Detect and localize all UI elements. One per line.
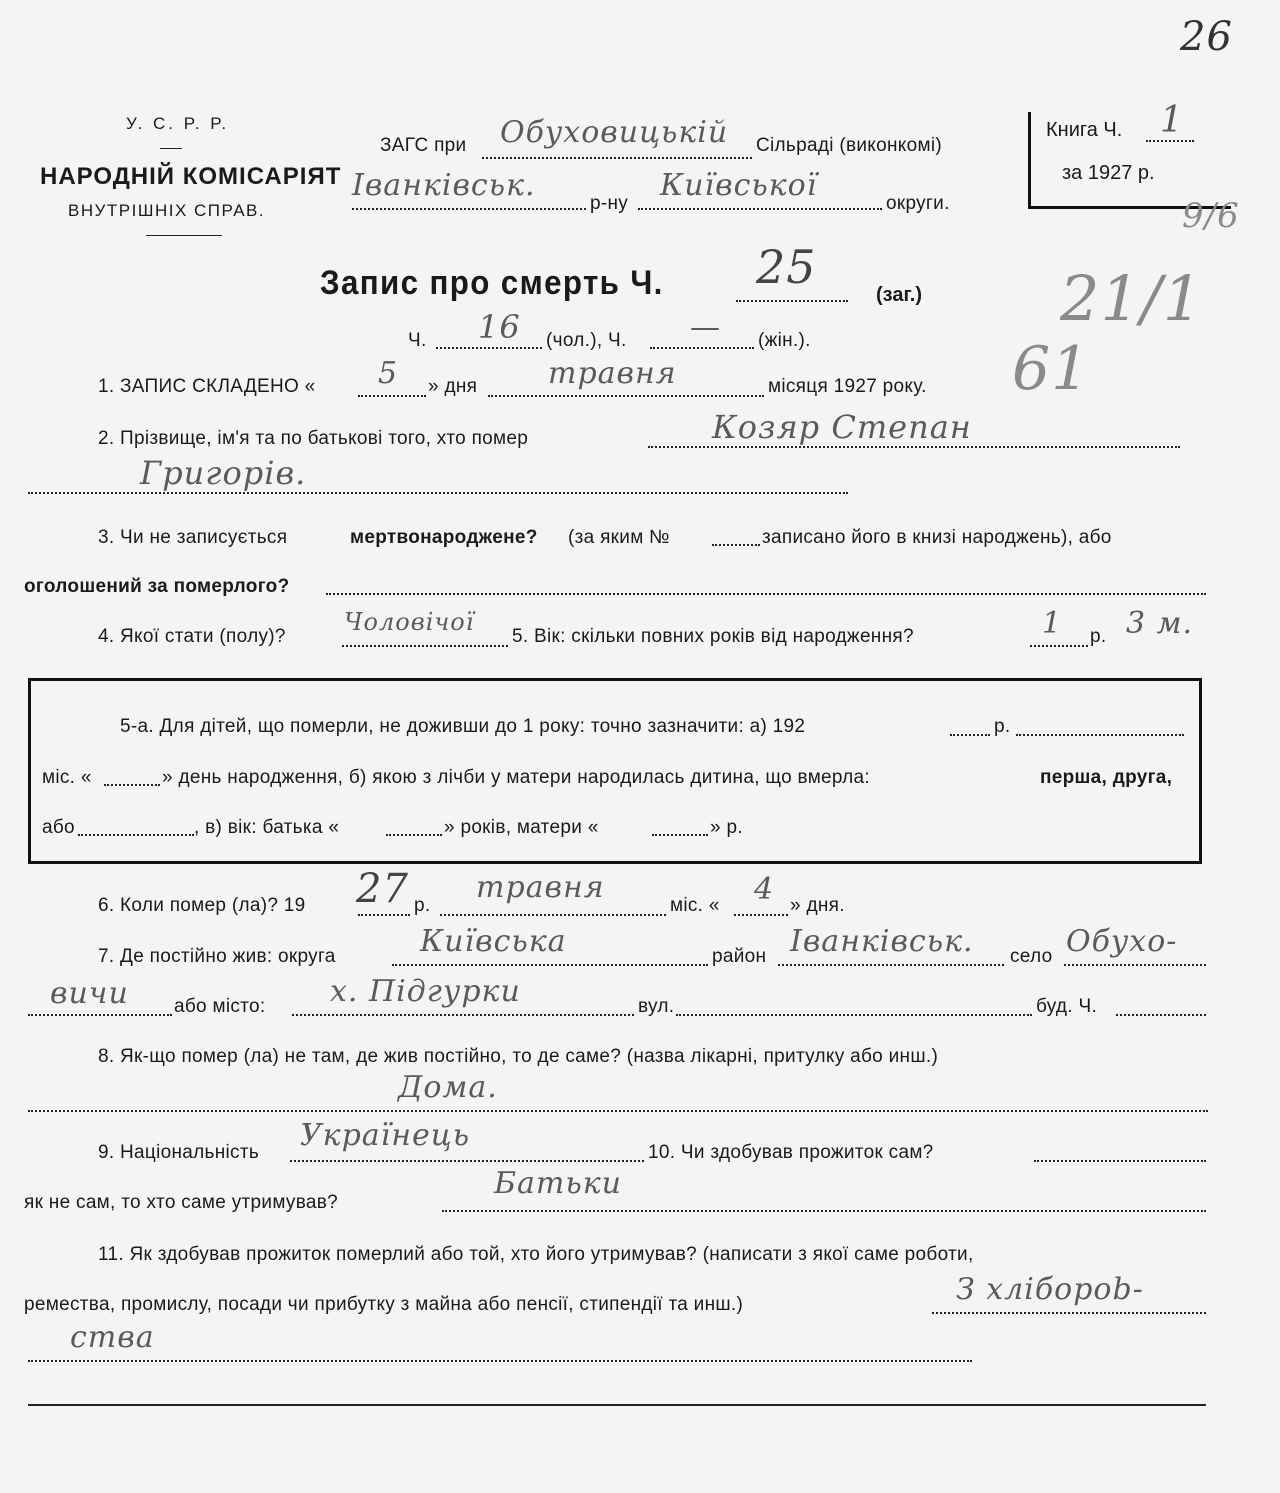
record-number: 25 — [756, 240, 817, 294]
f11-value1: З хліборob- — [956, 1272, 1144, 1307]
department-label: ВНУТРІШНІХ СПРАВ. — [68, 201, 266, 220]
f3-stillborn: мертвонароджене? — [350, 527, 538, 548]
f3-line — [326, 593, 1206, 595]
f9-value: Українець — [300, 1118, 471, 1153]
f1-label: 1. ЗАПИС СКЛАДЕНО « — [98, 376, 316, 397]
f5a-father-line — [386, 834, 442, 836]
f9-label: 9. Національність — [98, 1142, 260, 1163]
record-number-line — [736, 300, 848, 302]
f10-question2: як не сам, то хто саме утримував? — [24, 1192, 339, 1213]
female-label: (жін.). — [758, 330, 811, 351]
f3-tail: записано його в книзі народжень), або — [762, 527, 1112, 548]
f8-label: 8. Як-що помер (ла) не там, де жив постійно, то де саме? (назва лікарні, притулку або инш.) — [98, 1046, 939, 1067]
ch-label: Ч. — [408, 330, 427, 351]
margin-mark: 21/1 — [1060, 262, 1204, 335]
f2-value2: Григорів. — [140, 454, 307, 492]
rayon-value: Іванківськ. — [352, 168, 536, 203]
f6-year: 27 — [356, 866, 409, 912]
okruha-label: округи. — [886, 193, 950, 214]
f7-label: 7. Де постійно жив: округа — [98, 946, 336, 967]
okruha-value: Київської — [660, 168, 818, 203]
f7-selo-cont: вичи — [50, 976, 129, 1011]
f11-value2: ства — [70, 1320, 155, 1355]
f5a-line2: » день народження, б) якою з лічби у матери народилась дитина, що вмерла: — [162, 767, 870, 788]
f4-label: 4. Якої стати (полу)? — [98, 626, 286, 647]
f2-line1 — [648, 446, 1180, 448]
f7-rayon-line — [778, 964, 1004, 966]
male-line — [436, 347, 542, 349]
f6-year-line — [358, 914, 410, 916]
f6-mis: міс. « — [670, 895, 720, 916]
f7-vul-line — [676, 1014, 1032, 1016]
f5a-year-line — [950, 734, 990, 736]
f5a-month-line — [104, 784, 160, 786]
f9-line — [290, 1160, 644, 1162]
f7-misto-label: або місто: — [174, 996, 266, 1017]
f7-rayon: Іванківськ. — [790, 924, 974, 959]
male-number: 16 — [478, 308, 521, 346]
f7-selo-label: село — [1010, 946, 1053, 967]
zags-prefix: ЗАГС при — [380, 135, 467, 156]
f7-okruha: Київська — [420, 924, 567, 959]
f10-label: 10. Чи здобував прожиток сам? — [648, 1142, 934, 1163]
f7-okruha-line — [392, 964, 708, 966]
rayon-label: р-ну — [590, 193, 629, 214]
divider — [160, 148, 182, 149]
book-number: 1 — [1160, 100, 1184, 141]
f11-line-c — [28, 1404, 1206, 1406]
f1-month-line — [488, 395, 764, 397]
f11-line-a — [932, 1312, 1206, 1314]
f2-value1: Козяр Степан — [712, 408, 972, 446]
f5a-father-label: , в) вік: батька « — [194, 817, 340, 838]
f10-line — [1034, 1160, 1206, 1162]
divider — [146, 235, 222, 236]
f7-selo-line — [1064, 964, 1206, 966]
f1-mid: » дня — [428, 376, 478, 397]
commissariat-title: НАРОДНІЙ КОМІСАРІЯТ — [40, 163, 342, 190]
f6-r: р. — [414, 895, 431, 916]
f5-label: 5. Вік: скільки повних років від народження? — [512, 626, 914, 647]
document-title: Запис про смерть Ч. — [320, 264, 664, 302]
f5-r: р. — [1090, 626, 1107, 647]
page-number-mark: 26 — [1180, 14, 1233, 60]
f1-tail: місяця 1927 року. — [768, 376, 927, 397]
female-line — [650, 347, 754, 349]
f6-day-line — [734, 914, 788, 916]
f3-declared-dead: оголошений за померлого? — [24, 576, 290, 597]
f1-day: 5 — [378, 356, 399, 391]
f7-selo: Обухо- — [1066, 924, 1178, 959]
f6-label: 6. Коли помер (ла)? 19 — [98, 895, 306, 916]
f1-month: травня — [548, 356, 677, 391]
f10-line2 — [442, 1210, 1206, 1212]
f5a-order-line — [78, 834, 194, 836]
f3-label: 3. Чи не записується — [98, 527, 288, 548]
f6-month: травня — [476, 870, 605, 905]
female-number: — — [690, 310, 721, 345]
f5a-mother-label: » років, матери « — [444, 817, 599, 838]
f4-value: Чоловічої — [344, 608, 475, 636]
f11-line-b — [28, 1360, 972, 1362]
f11-line1: 11. Як здобував прожиток померлий або той, хто його утримував? (написати з якої саме роботи, — [98, 1244, 974, 1265]
margin-mark: 9/6 — [1182, 196, 1240, 236]
f2-line2 — [28, 492, 848, 494]
okruha-line — [638, 208, 882, 210]
f5-age: 1 — [1042, 606, 1063, 641]
book-label: Книга Ч. — [1046, 119, 1123, 141]
f5a-or: або — [42, 817, 75, 838]
f7-bud-label: буд. Ч. — [1036, 996, 1098, 1017]
f6-day: 4 — [754, 872, 775, 907]
f2-label: 2. Прізвище, ім'я та по батькові того, хто помер — [98, 428, 529, 449]
f8-value: Дома. — [398, 1070, 498, 1105]
f7-bud-line — [1116, 1014, 1206, 1016]
f1-day-line — [358, 395, 426, 397]
f5a-line1-fill — [1016, 734, 1184, 736]
f5a-first-second: перша, друга, — [1040, 767, 1173, 788]
f3-number-line — [712, 544, 760, 546]
f5-months: 3 м. — [1126, 606, 1194, 641]
f5a-line1: 5-а. Для дітей, що померли, не доживши до 1 року: точно зазначити: а) 192 — [120, 716, 806, 737]
f3-number-label: (за яким № — [568, 527, 670, 548]
f10-value: Батьки — [494, 1166, 622, 1201]
zags-value: Обуховицькій — [500, 115, 729, 150]
f5a-mother-line — [652, 834, 708, 836]
f7-misto-line — [292, 1014, 634, 1016]
f6-tail: » дня. — [790, 895, 845, 916]
margin-mark: 61 — [1012, 334, 1091, 404]
zags-suffix: Сільраді (виконкомі) — [756, 135, 942, 156]
f5a-month-label: міс. « — [42, 767, 92, 788]
f5a-r: р. — [994, 716, 1011, 737]
f7-misto: х. Підгурки — [330, 974, 521, 1009]
f8-line — [28, 1110, 1208, 1112]
book-year: за 1927 р. — [1062, 162, 1155, 184]
rayon-line — [352, 208, 586, 210]
usrr-label: У. С. Р. Р. — [126, 114, 230, 133]
title-suffix: (заг.) — [876, 284, 923, 306]
f11-line2: ремества, промислу, посади чи прибутку з майна або пенсії, стипендії та инш.) — [24, 1294, 744, 1315]
zags-line — [482, 157, 752, 159]
f6-month-line — [440, 914, 666, 916]
f5-age-line — [1030, 645, 1088, 647]
f5a-r2: » р. — [710, 817, 743, 838]
male-label: (чол.), Ч. — [546, 330, 627, 351]
f4-line — [342, 645, 508, 647]
f7-vul-label: вул. — [638, 996, 675, 1017]
f7-selo-line2 — [28, 1014, 172, 1016]
f7-rayon-label: район — [712, 946, 767, 967]
